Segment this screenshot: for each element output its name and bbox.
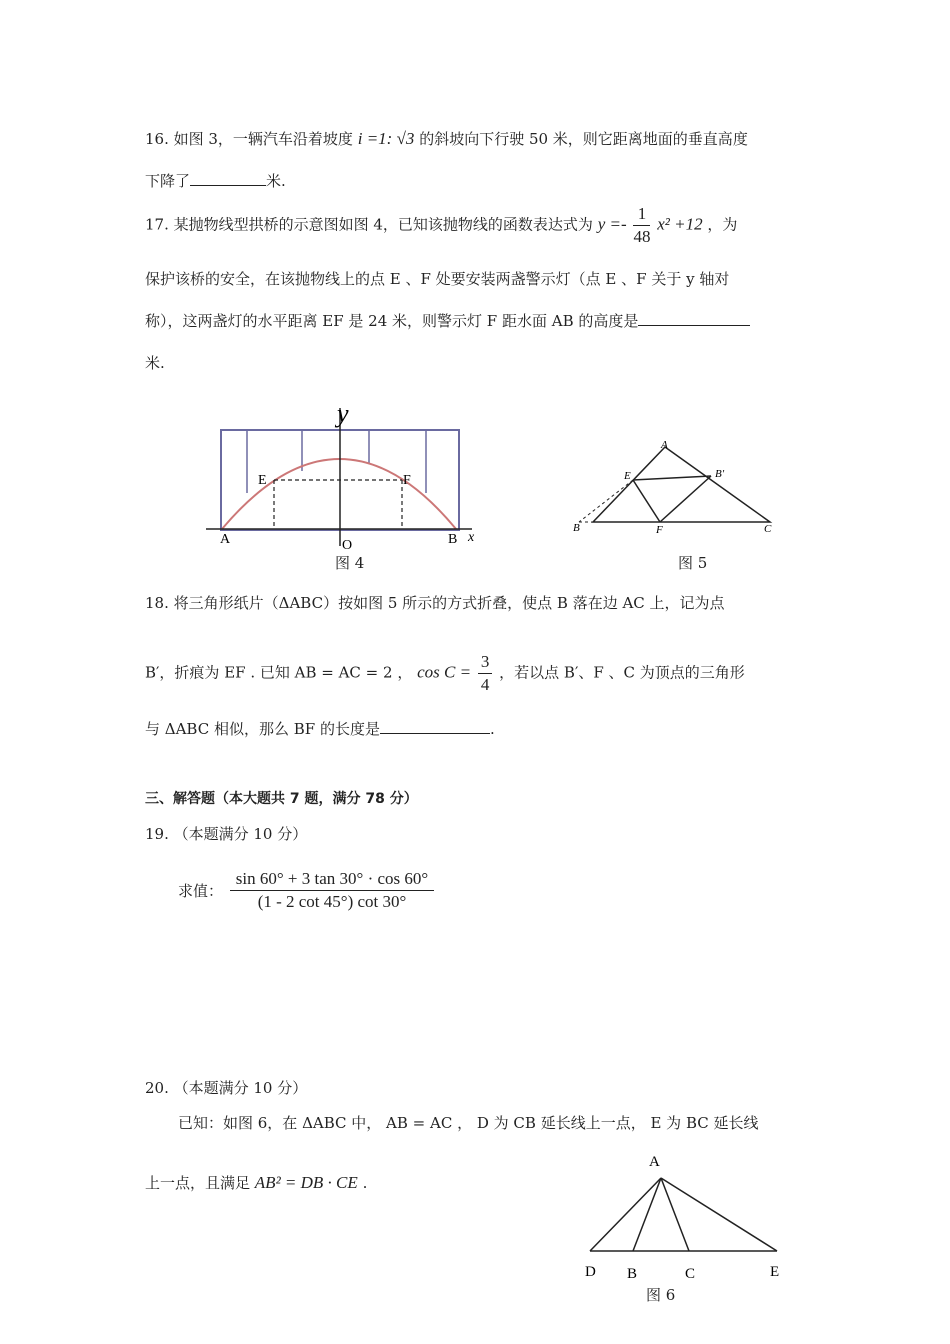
fig4-x-label: x xyxy=(468,530,475,545)
figure-6 xyxy=(575,1148,795,1288)
q17-eq-den: 48 xyxy=(633,227,651,246)
fig6-label-D: D xyxy=(585,1264,596,1280)
fig5-EB-dashed xyxy=(579,480,633,522)
fig4-y-label: y xyxy=(337,399,349,428)
q16-text-b: 的斜坡向下行驶 50 米，则它距离地面的垂直高度 xyxy=(419,130,748,148)
q18-cos-expr: cos C = xyxy=(417,662,472,682)
fig6-label-E: E xyxy=(770,1264,780,1280)
q17-text-b: ，为 xyxy=(707,215,738,234)
q17-answer-blank[interactable] xyxy=(638,311,750,326)
fig6-caption: 图 6 xyxy=(646,1286,676,1304)
q19-header: 19. （本题满分 10 分） xyxy=(145,825,308,843)
fig6-label-A: A xyxy=(649,1154,660,1170)
fig5-label-A: A xyxy=(661,439,668,451)
q16-slope-expr: i =1: √3 xyxy=(357,129,415,148)
q20-text-a: 上一点，且满足 xyxy=(145,1174,251,1192)
q18-cos-num: 3 xyxy=(478,651,493,674)
q16-text-a: 16. 如图 3，一辆汽车沿着坡度 xyxy=(145,130,353,148)
fig4-caption: 图 4 xyxy=(335,554,365,572)
fig6-AD xyxy=(590,1178,661,1251)
fig4-label-O: O xyxy=(342,538,353,553)
q18-answer-blank[interactable] xyxy=(380,719,490,734)
fig5-triangle-ABC xyxy=(593,447,770,522)
q18-line3 xyxy=(145,718,495,739)
q17-line1 xyxy=(145,203,737,248)
q16-answer-blank[interactable] xyxy=(190,171,266,186)
figure-5 xyxy=(565,435,785,540)
fig5-label-B: B xyxy=(573,522,580,534)
q16-line2 xyxy=(145,170,286,191)
q17-text-a: 17. 某抛物线型拱桥的示意图如图 4，已知该抛物线的函数表达式为 xyxy=(145,215,593,234)
q18-text-d: . xyxy=(489,720,495,738)
fig5-label-F: F xyxy=(656,524,663,536)
q16-text-d: 米. xyxy=(266,172,286,190)
fig6-label-C: C xyxy=(685,1266,696,1282)
q17-eq-rhs: x² +12 xyxy=(657,214,703,234)
q18-cos-den: 4 xyxy=(480,675,490,694)
q17-line3 xyxy=(145,310,750,331)
q17-line4: 米. xyxy=(145,354,165,372)
fig6-label-B: B xyxy=(627,1266,638,1282)
q16-text-c: 下降了 xyxy=(145,172,191,190)
q20-header: 20. （本题满分 10 分） xyxy=(145,1079,308,1097)
q19-expression xyxy=(178,868,436,913)
fig4-parabola xyxy=(222,459,456,529)
fig5-caption: 图 5 xyxy=(678,554,708,572)
q16-line1 xyxy=(145,128,748,149)
q19-numerator: sin 60° + 3 tan 30° · cos 60° xyxy=(230,868,434,891)
fig5-label-E: E xyxy=(624,470,631,482)
q17-text-c: 称），这两盏灯的水平距离 EF 是 24 米，则警示灯 F 距水面 AB 的高度是 xyxy=(145,312,639,330)
fig4-label-F: F xyxy=(403,473,411,488)
fig4-label-B: B xyxy=(448,532,458,547)
q17-line2: 保护该桥的安全，在该抛物线上的点 E 、F 处要安装两盏警示灯（点 E 、F 关于 y 轴对 xyxy=(145,270,730,288)
q20-text-b: . xyxy=(362,1174,368,1192)
fig5-crease-EF xyxy=(633,480,660,522)
q17-eq-num: 1 xyxy=(633,203,650,226)
fig5-label-C: C xyxy=(764,523,772,535)
fig6-AC xyxy=(661,1178,689,1251)
section-3-heading: 三、解答题（本大题共 7 题，满分 78 分） xyxy=(145,791,418,807)
q20-line2 xyxy=(145,1172,367,1193)
q20-condition: AB² = DB · CE xyxy=(254,1173,358,1192)
fig6-AE xyxy=(661,1178,777,1251)
q18-text-b: ，若以点 B′、F 、C 为顶点的三角形 xyxy=(499,663,745,682)
fig6-AB xyxy=(633,1178,661,1251)
fig5-label-Bprime: B′ xyxy=(715,468,725,480)
q18-line2 xyxy=(145,651,745,696)
q17-eq-lhs: y =- xyxy=(597,214,627,234)
q18-cos-fraction xyxy=(478,651,493,696)
q18-line1: 18. 将三角形纸片（ΔABC）按如图 5 所示的方式折叠，使点 B 落在边 AC 上，记为点 xyxy=(145,594,725,612)
q20-line1: 已知：如图 6，在 ΔABC 中， AB = AC ， D 为 CB 延长线上一点， E 为 BC 延长线 xyxy=(178,1114,759,1132)
q19-prefix: 求值： xyxy=(178,882,224,900)
fig4-label-E: E xyxy=(258,473,267,488)
fig4-label-A: A xyxy=(220,532,231,547)
q19-denominator: (1 - 2 cot 45°) cot 30° xyxy=(257,892,407,911)
q18-text-a: B′，折痕为 EF . 已知 AB = AC = 2 ， xyxy=(145,663,413,682)
q18-text-c: 与 ΔABC 相似，那么 BF 的长度是 xyxy=(145,720,380,738)
fig5-EBp xyxy=(633,476,711,480)
q17-eq-fraction xyxy=(633,203,650,248)
figure-4 xyxy=(200,398,490,578)
fig5-BpF xyxy=(660,476,711,522)
q19-fraction xyxy=(230,868,434,913)
